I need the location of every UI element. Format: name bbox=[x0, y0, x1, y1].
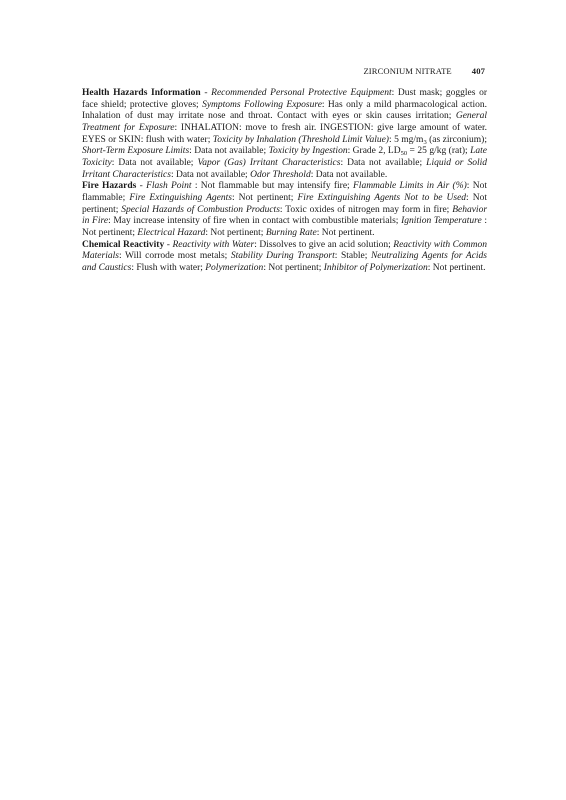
field-label: Burning Rate bbox=[265, 227, 317, 238]
field-label: Symptoms Following Exposure bbox=[202, 99, 322, 110]
field-label: Late Toxicity bbox=[82, 146, 487, 168]
field-value: : Has only a mild pharmacological action. Inhalation of dust may irritate nose and throat. Contact with eyes or skin causes irritation; bbox=[82, 99, 487, 122]
field-value: : Not pertinent; bbox=[231, 192, 298, 203]
field-label: General Treatment for Exposure bbox=[82, 111, 487, 133]
field-value: : Will corrode most metals; bbox=[118, 251, 231, 262]
field-value: : Toxic oxides of nitrogen may form in fire; bbox=[279, 204, 453, 215]
field-label: Toxicity by Ingestion bbox=[268, 146, 348, 157]
field-label: Inhibitor of Polymerization bbox=[323, 262, 428, 273]
field-value: (as zirconium); bbox=[426, 134, 487, 145]
field-value: : Dust mask; goggles or face shield; protective gloves; bbox=[82, 88, 487, 110]
field-label: Vapor (Gas) Irritant Characteristics bbox=[197, 157, 341, 168]
field-value: : Flush with water; bbox=[131, 262, 206, 273]
field-label: Stability During Transport bbox=[230, 251, 335, 262]
field-label: Fire Extinguishing Agents bbox=[129, 192, 232, 203]
field-value: : INHALATION: move to fresh air. INGESTION: give large amount of water. EYES or SKIN: flush with water; bbox=[82, 122, 487, 145]
fire-hazards-section: Fire Hazards - Flash Point : Not flammable but may intensify fire; Flammable Limits in Air (%): Not flammable; Fire Extinguishing Agents: Not pertinent; Fire Extinguishing Agents Not to be Used: Not pertinent; Special Hazards of Combustion Products: Toxic oxides of nitrogen may form in fire; Behavior in Fire: May increase intensity of fire when in contact with combustible materials; Ignition Temperature : Not pertinent; Electrical Hazard: Not pertinent; Burning Rate: Not pertinent. bbox=[82, 181, 488, 238]
field-label: Ignition Temperature bbox=[401, 216, 482, 227]
field-label: Flash Point bbox=[146, 181, 192, 192]
field-label: Reactivity with Water bbox=[172, 239, 255, 250]
field-value: : Not pertinent; bbox=[263, 262, 324, 273]
field-value: : Not flammable; bbox=[82, 181, 487, 203]
field-value: : Data not available. bbox=[310, 169, 388, 180]
field-value: : Data not available; bbox=[189, 146, 269, 157]
field-label: Short-Term Exposure Limits bbox=[82, 146, 190, 157]
field-value: : May increase intensity of fire when in contact with combustible materials; bbox=[108, 216, 402, 227]
field-value: : Dissolves to give an acid solution; bbox=[254, 239, 394, 250]
field-label: Behavior in Fire bbox=[82, 204, 488, 227]
header-title: ZIRCONIUM NITRATE bbox=[363, 66, 452, 76]
chemical-reactivity-section: Chemical Reactivity - Reactivity with Water: Dissolves to give an acid solution; Reactivity with Common Materials: Will corrode most metals; Stability During Transport: Stable; Neutralizing Agents for Acids and Caustics: Flush with water; Polymerization: Not pertinent; Inhibitor of Polymerization: Not pertinent. bbox=[82, 239, 487, 273]
field-value: : Data not available; bbox=[170, 169, 251, 180]
subscript: 3 bbox=[423, 138, 427, 146]
subscript: 50 bbox=[400, 150, 408, 158]
field-label: Recommended Personal Protective Equipment bbox=[211, 88, 392, 98]
field-value: : Not pertinent; bbox=[82, 192, 487, 215]
field-value: : Data not available; bbox=[340, 157, 427, 168]
field-label: Polymerization bbox=[205, 262, 264, 273]
field-label: Flammable Limits in Air (%) bbox=[353, 181, 467, 192]
field-value: : Not flammable but may intensify fire; bbox=[191, 181, 353, 192]
field-label: Fire Extinguishing Agents Not to be Used bbox=[297, 192, 467, 203]
health-hazards-heading: Health Hazards Information bbox=[82, 88, 201, 98]
field-label: Electrical Hazard bbox=[137, 227, 206, 238]
chemical-reactivity-heading: Chemical Reactivity bbox=[82, 239, 165, 250]
field-value: = 25 g/kg (rat); bbox=[407, 146, 471, 157]
document-body bbox=[82, 88, 487, 275]
field-value: : Not pertinent. bbox=[427, 262, 486, 273]
field-label: Neutralizing Agents for Acids and Caustics bbox=[82, 251, 487, 273]
field-label: Liquid or Solid Irritant Characteristics bbox=[82, 157, 488, 180]
page-number: 407 bbox=[471, 66, 485, 76]
field-value: : Grade 2, LD bbox=[347, 146, 401, 157]
field-value: : Not pertinent. bbox=[316, 227, 375, 238]
field-label: Reactivity with Common Materials bbox=[82, 239, 487, 262]
field-value: : Data not available; bbox=[111, 157, 198, 168]
field-label: Special Hazards of Combustion Products bbox=[121, 204, 280, 215]
running-header bbox=[82, 66, 485, 76]
field-value: : Not pertinent; bbox=[82, 216, 487, 238]
field-value: : Not pertinent; bbox=[205, 227, 266, 238]
field-label: Toxicity by Inhalation (Threshold Limit Value) bbox=[212, 134, 389, 145]
fire-hazards-heading: Fire Hazards bbox=[82, 181, 137, 192]
field-value: : 5 mg/m bbox=[388, 134, 424, 145]
field-value: : Stable; bbox=[334, 251, 371, 262]
field-label: Odor Threshold bbox=[250, 169, 311, 180]
health-hazards-section: Health Hazards Information - Recommended Personal Protective Equipment: Dust mask; goggles or face shield; protective gloves; Symptoms Following Exposure: Has only a mild pharmacological action. Inhalation of dust may irritate nose and throat. Contact with eyes or skin causes irritation; General Treatment for Exposure: INHALATION: move to fresh air. INGESTION: give large amount of water. EYES or SKIN: flush with water; Toxicity by Inhalation (Threshold Limit Value): 5 $mg/m_3$ (as zirconium); Short-Term Exposure Limits: Data not available; Toxicity by Ingestion: Grade 2, $LD_{50} = 25$ g/kg (rat); Late Toxicity: Data not available; Vapor (Gas) Irritant Characteristics: Data not available; Liquid or Solid Irritant Characteristics: Data not available; Odor Threshold: Data not available. bbox=[82, 88, 488, 180]
